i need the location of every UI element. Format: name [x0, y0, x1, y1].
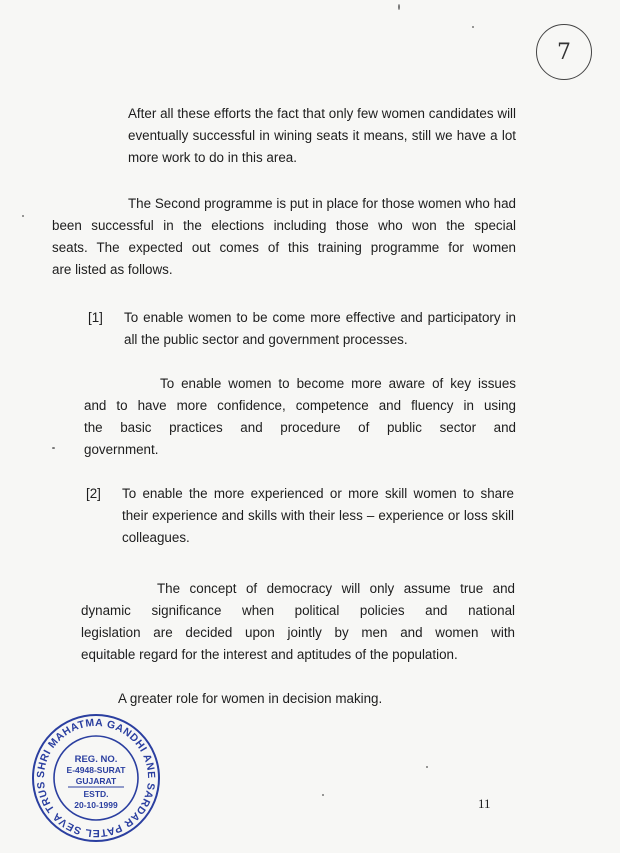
seal-estd-label: ESTD.	[83, 789, 109, 799]
text-line: eventually successful in wining seats it means, still we have a lot	[128, 128, 516, 143]
text-line: To enable the more experienced or more skill women to share	[122, 486, 514, 501]
text-line: more work to do in this area.	[128, 150, 297, 165]
text-line: equitable regard for the interest and aptitudes of the population.	[81, 647, 458, 662]
text-line: colleagues.	[122, 530, 190, 545]
text-line: the basic practices and procedure of public sector and	[84, 420, 516, 435]
trust-seal-stamp	[30, 712, 162, 844]
paragraph-greater-role	[118, 688, 516, 710]
text-line: seats. The expected out comes of this training programme for women	[52, 240, 516, 255]
list-item-text	[122, 483, 514, 549]
seal-graphic	[30, 712, 162, 844]
text-line: their experience and skills with their less – experience or loss skill	[122, 508, 514, 523]
seal-reg-number: E-4948-SURAT	[66, 765, 126, 775]
text-line: After all these efforts the fact that only few women candidates will	[128, 106, 516, 121]
text-line: To enable women to become more aware of key issues	[160, 376, 516, 391]
scan-speck	[398, 4, 400, 10]
scan-speck	[322, 794, 324, 796]
scan-speck	[472, 26, 474, 28]
text-line: all the public sector and government processes.	[124, 332, 408, 347]
list-number: [1]	[88, 310, 103, 325]
text-line: are listed as follows.	[52, 262, 173, 277]
text-line: legislation are decided upon jointly by men and women with	[81, 625, 515, 640]
paragraph-democracy	[81, 578, 515, 666]
text-line: The concept of democracy will only assume true and	[157, 581, 515, 596]
list-number: [2]	[86, 486, 101, 501]
seal-ring-text: SHRI MAHATMA GANDHI ANE SARDAR PATEL SEVA TRUS	[34, 716, 158, 840]
scan-speck	[22, 215, 24, 217]
text-line: The Second programme is put in place for those women who had	[128, 196, 516, 211]
text-line: A greater role for women in decision making.	[118, 691, 383, 706]
text-line: dynamic significance when political policies and national	[81, 603, 515, 618]
list-item-text	[124, 307, 516, 351]
text-line: and to have more confidence, competence and fluency in using	[84, 398, 516, 413]
scan-speck	[52, 447, 55, 449]
page-number: 11	[478, 796, 491, 811]
seal-state: GUJARAT	[75, 776, 117, 786]
scan-speck	[426, 766, 428, 768]
seal-estd-date: 20-10-1999	[74, 800, 118, 810]
seal-reg-label: REG. NO.	[74, 754, 118, 765]
text-line: government.	[84, 442, 159, 457]
page-corner-mark: 7	[536, 24, 592, 80]
paragraph-awareness	[84, 373, 516, 461]
text-line: been successful in the elections including those who won the special	[52, 218, 516, 233]
paragraph-efforts	[128, 103, 516, 169]
paragraph-second-programme	[52, 193, 516, 281]
text-line: To enable women to be come more effective and participatory in	[124, 310, 516, 325]
